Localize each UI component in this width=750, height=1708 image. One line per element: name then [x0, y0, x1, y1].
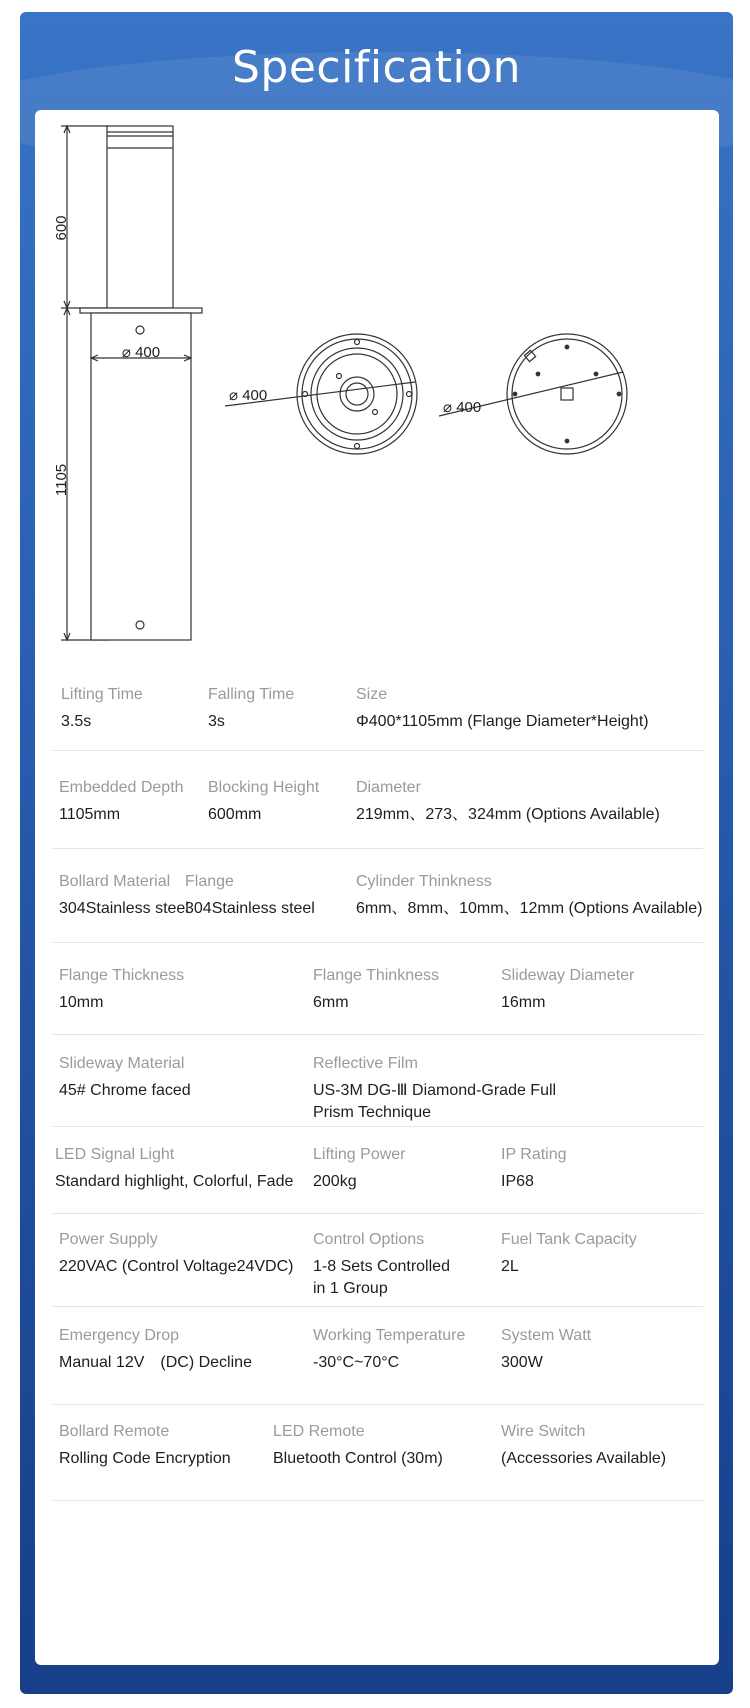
spec-cell — [313, 1326, 465, 1374]
spec-label: Control Options — [313, 1231, 425, 1248]
spec-value: (Accessories Available) — [501, 1450, 667, 1467]
spec-label: Embedded Depth — [59, 779, 184, 796]
svg-text:⌀ 400: ⌀ 400 — [229, 387, 268, 404]
dia-bottom-label: 400 — [456, 399, 482, 416]
spec-cell — [55, 1145, 293, 1193]
spec-cell — [59, 966, 184, 1014]
spec-value: 16mm — [501, 994, 546, 1011]
spec-cell — [59, 1054, 191, 1102]
spec-label: Blocking Height — [208, 779, 320, 796]
spec-label: Emergency Drop — [59, 1327, 180, 1344]
spec-value: Rolling Code Encryption — [59, 1450, 231, 1467]
spec-label: Flange Thickness — [59, 967, 185, 984]
spec-cell — [313, 1145, 406, 1193]
spec-cell — [59, 778, 184, 826]
spec-label: LED Remote — [273, 1423, 365, 1440]
spec-cell — [356, 685, 649, 733]
spec-value: -30°C~70°C — [313, 1354, 400, 1371]
spec-row — [53, 685, 703, 751]
spec-cell — [501, 1145, 567, 1193]
spec-value: 10mm — [59, 994, 104, 1011]
spec-value: 300W — [501, 1354, 543, 1371]
spec-value: 200kg — [313, 1173, 357, 1190]
spec-label: System Watt — [501, 1327, 592, 1344]
spec-label: Bollard Material — [59, 873, 171, 890]
spec-card — [35, 110, 719, 1665]
spec-label: Flange Thinkness — [313, 967, 439, 984]
spec-value: 2L — [501, 1258, 519, 1275]
spec-cell — [501, 1326, 591, 1374]
spec-cell — [273, 1422, 443, 1470]
spec-cell — [59, 1422, 231, 1470]
dim-upper-label: 600 — [53, 215, 70, 241]
spec-label: Working Temperature — [313, 1327, 466, 1344]
spec-value: Standard highlight, Colorful, Fade — [55, 1173, 294, 1190]
spec-cell — [61, 685, 143, 733]
spec-row — [53, 778, 703, 849]
spec-value: 3s — [208, 713, 225, 730]
spec-cell — [59, 1230, 294, 1278]
spec-label: Slideway Material — [59, 1055, 185, 1072]
spec-value: 3.5s — [61, 713, 92, 730]
spec-value: 1105mm — [59, 806, 121, 823]
spec-cell — [208, 778, 319, 826]
spec-label: Size — [356, 686, 388, 703]
spec-cell — [313, 1054, 583, 1124]
bollard-top-view — [225, 334, 417, 454]
dia-top-label: 400 — [242, 387, 268, 404]
spec-value: 304Stainless steel — [59, 900, 189, 917]
spec-cell — [208, 685, 294, 733]
spec-label: Slideway Diameter — [501, 967, 635, 984]
svg-text:⌀ 400: ⌀ 400 — [121, 344, 161, 361]
spec-cell — [501, 1422, 666, 1470]
spec-row — [53, 1326, 703, 1405]
bollard-drawing — [35, 110, 719, 710]
spec-value: 220VAC (Control Voltage24VDC) — [59, 1258, 294, 1275]
spec-value: 6mm — [313, 994, 349, 1011]
spec-label: Lifting Power — [313, 1146, 406, 1163]
spec-cell — [356, 872, 702, 920]
dim-lower-label: 1105 — [53, 463, 70, 497]
spec-label: Reflective Film — [313, 1055, 418, 1072]
spec-label: IP Rating — [501, 1146, 567, 1163]
spec-label: Falling Time — [208, 686, 295, 703]
spec-label: LED Signal Light — [55, 1146, 175, 1163]
spec-label: Lifting Time — [61, 686, 143, 703]
page-title: Specification — [232, 42, 521, 93]
dia-side-label: 400 — [135, 344, 161, 361]
spec-value: 219mm、273、324mm (Options Available) — [356, 806, 660, 823]
spec-value: Manual 12V (DC) Decline — [59, 1354, 252, 1371]
spec-label: Cylinder Thinkness — [356, 873, 492, 890]
spec-row — [53, 966, 703, 1035]
spec-row — [53, 1422, 703, 1501]
spec-cell — [59, 872, 189, 920]
spec-value: 45# Chrome faced — [59, 1082, 191, 1099]
spec-cell — [501, 1230, 637, 1278]
spec-label: Fuel Tank Capacity — [501, 1231, 637, 1248]
spec-value: Bluetooth Control (30m) — [273, 1450, 443, 1467]
spec-row — [53, 872, 703, 943]
spec-label: Power Supply — [59, 1231, 158, 1248]
bollard-side-view — [80, 126, 202, 640]
spec-value: 6mm、8mm、10mm、12mm (Options Available) — [356, 900, 703, 917]
spec-cell — [501, 966, 634, 1014]
spec-value: IP68 — [501, 1173, 534, 1190]
spec-cell — [313, 1230, 463, 1300]
svg-text:⌀ 400: ⌀ 400 — [443, 399, 482, 416]
spec-label: Diameter — [356, 779, 421, 796]
spec-cell — [59, 1326, 252, 1374]
spec-cell — [356, 778, 660, 826]
spec-value: Φ400*1105mm (Flange Diameter*Height) — [356, 713, 649, 730]
spec-label: Flange — [185, 873, 234, 890]
spec-value: 1-8 Sets Controlled in 1 Group — [313, 1258, 450, 1297]
spec-cell — [185, 872, 315, 920]
spec-row — [53, 1145, 703, 1214]
bollard-bottom-view — [439, 334, 627, 454]
spec-cell — [313, 966, 439, 1014]
spec-value: 304Stainless steel — [185, 900, 315, 917]
spec-label: Bollard Remote — [59, 1423, 170, 1440]
spec-value: 600mm — [208, 806, 262, 823]
spec-row — [53, 1230, 703, 1307]
spec-label: Wire Switch — [501, 1423, 586, 1440]
spec-value: US-3M DG-Ⅲ Diamond-Grade Full Prism Technique — [313, 1082, 557, 1121]
spec-row — [53, 1054, 703, 1127]
